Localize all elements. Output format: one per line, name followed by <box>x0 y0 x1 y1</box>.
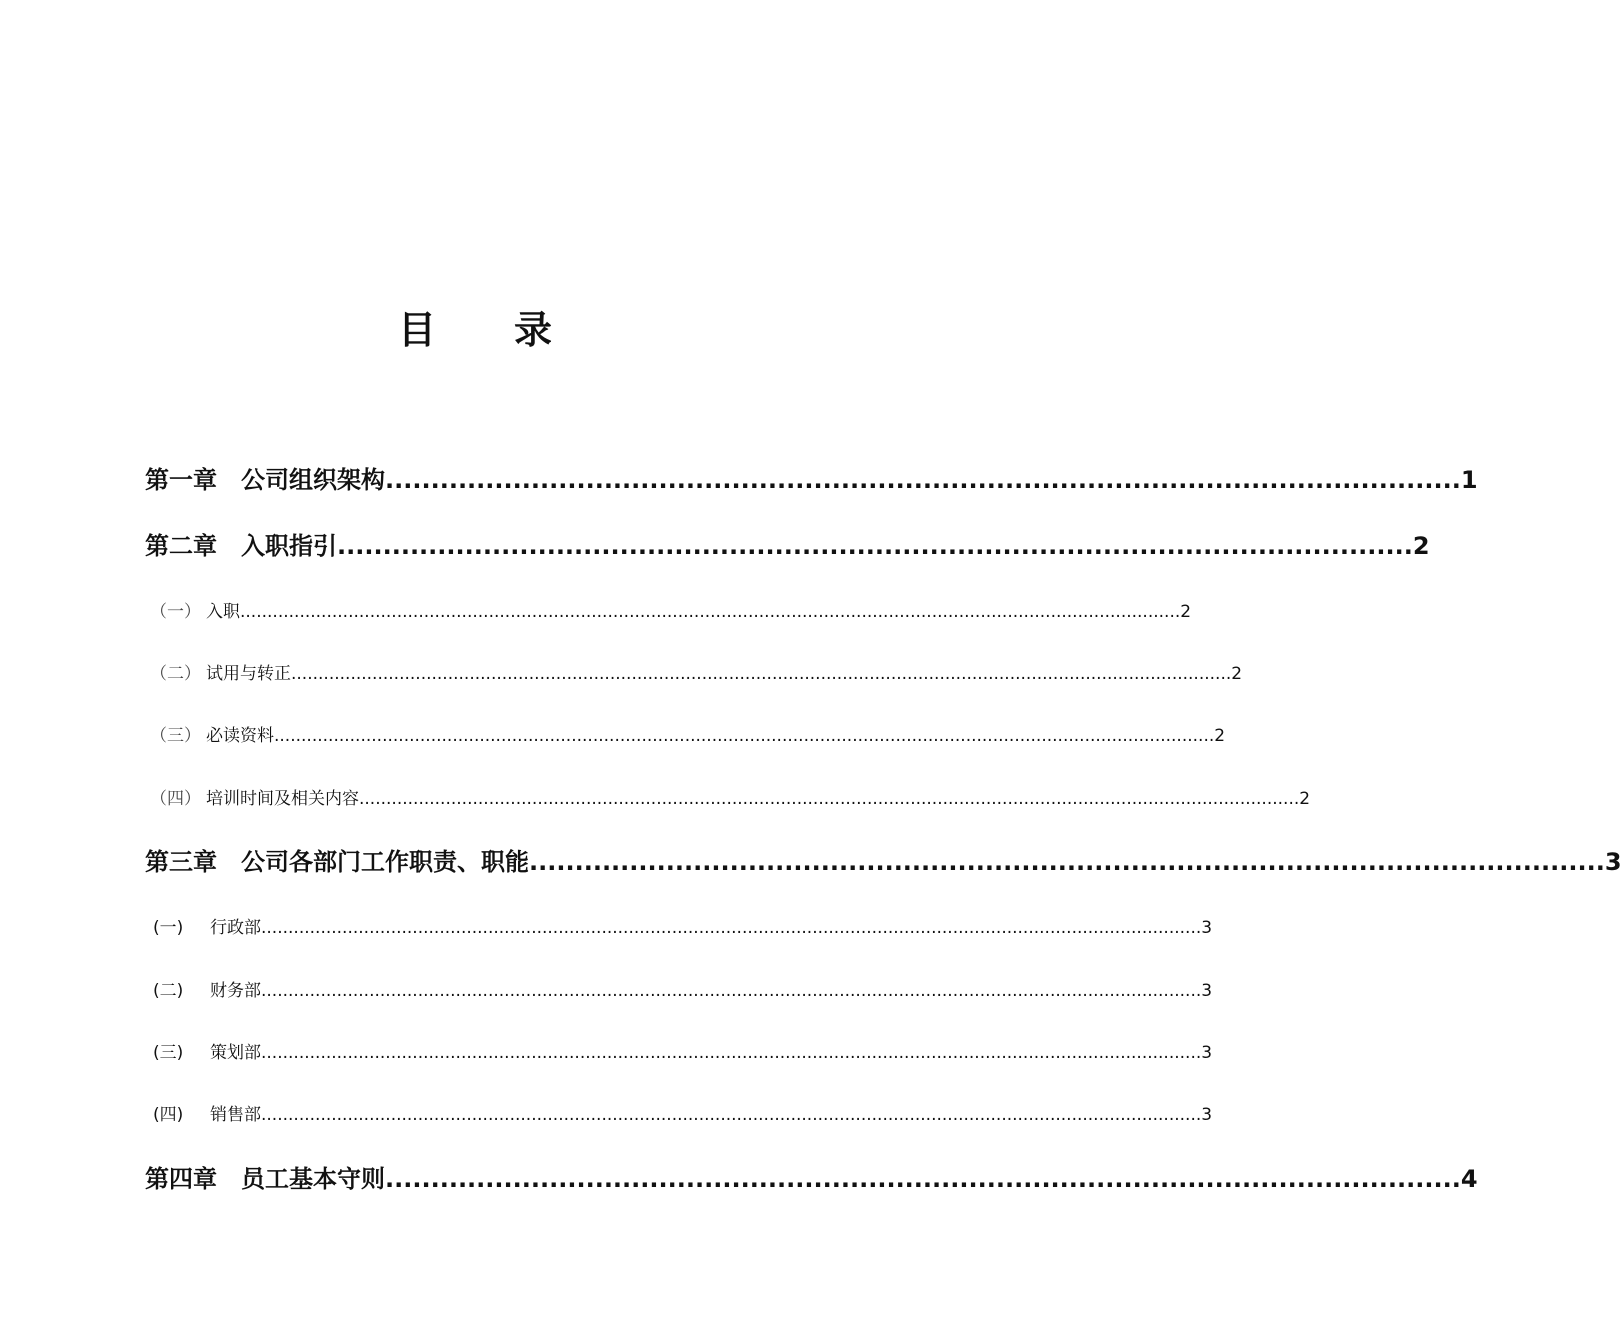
chapter-title: 公司各部门工作职责、职能 <box>241 848 529 876</box>
dot-leader: .............................................................................................................................................................................. <box>291 664 1232 684</box>
chapter-number: 第四章 <box>145 1165 217 1193</box>
chapter-number: 第三章 <box>145 848 217 876</box>
dot-leader: ...................................................................................................................... <box>529 848 1605 876</box>
toc-entry-section[interactable] <box>153 977 1213 1005</box>
page-title <box>0 300 950 360</box>
section-number: (二) <box>153 981 184 1001</box>
page-number: 3 <box>1201 1043 1213 1063</box>
dot-leader: .............................................................................................................................................................................. <box>274 726 1215 746</box>
page-number: 3 <box>1604 848 1622 876</box>
dot-leader: .............................................................................................................................................................................. <box>261 1043 1202 1063</box>
title-char-mu: 目 <box>397 308 436 352</box>
section-number: (三) <box>153 1043 184 1063</box>
toc-entry-section[interactable] <box>150 598 1192 626</box>
section-number: （二） <box>150 664 201 684</box>
dot-leader: .............................................................................................................................................................................. <box>261 918 1202 938</box>
section-title: 策划部 <box>210 1043 261 1063</box>
page-number: 3 <box>1201 1105 1213 1125</box>
chapter-number: 第二章 <box>145 532 217 560</box>
section-title: 销售部 <box>210 1105 261 1125</box>
toc-entry-chapter-4[interactable] <box>145 1159 1478 1199</box>
section-number: （一） <box>150 602 201 622</box>
page-number: 3 <box>1201 918 1213 938</box>
toc-entry-section[interactable] <box>153 1101 1213 1129</box>
section-title: 财务部 <box>210 981 261 1001</box>
toc-entry-chapter-1[interactable] <box>145 460 1478 500</box>
section-title: 入职 <box>206 602 240 622</box>
chapter-number: 第一章 <box>145 466 217 494</box>
dot-leader: .............................................................................................................................................................................. <box>261 981 1202 1001</box>
toc-entry-section[interactable] <box>150 722 1226 750</box>
dot-leader: ...................................................................................................................... <box>385 1165 1461 1193</box>
chapter-title: 公司组织架构 <box>241 466 385 494</box>
dot-leader: .............................................................................................................................................................................. <box>240 602 1181 622</box>
toc-entry-section[interactable] <box>150 660 1243 688</box>
section-number: （四） <box>150 789 201 809</box>
page-number: 3 <box>1201 981 1213 1001</box>
section-number: （三） <box>150 726 201 746</box>
toc-entry-section[interactable] <box>153 1039 1213 1067</box>
dot-leader: .............................................................................................................................................................................. <box>261 1105 1202 1125</box>
chapter-title: 员工基本守则 <box>241 1165 385 1193</box>
section-number: (四) <box>153 1105 184 1125</box>
toc-entry-chapter-3[interactable] <box>145 842 1622 882</box>
section-title: 行政部 <box>210 918 261 938</box>
dot-leader: ...................................................................................................................... <box>337 532 1413 560</box>
page-number: 4 <box>1460 1165 1478 1193</box>
toc-entry-chapter-2[interactable] <box>145 526 1430 566</box>
toc-entry-section[interactable] <box>153 914 1213 942</box>
page-number: 2 <box>1231 664 1243 684</box>
page-number: 2 <box>1214 726 1226 746</box>
dot-leader: ...................................................................................................................... <box>385 466 1461 494</box>
dot-leader: .............................................................................................................................................................................. <box>359 789 1300 809</box>
title-char-lu: 录 <box>514 308 553 352</box>
page-number: 1 <box>1460 466 1478 494</box>
toc-entry-section[interactable] <box>150 785 1311 813</box>
chapter-title: 入职指引 <box>241 532 337 560</box>
section-title: 培训时间及相关内容 <box>206 789 359 809</box>
page-number: 2 <box>1299 789 1311 809</box>
section-title: 必读资料 <box>206 726 274 746</box>
page-number: 2 <box>1180 602 1192 622</box>
section-number: (一) <box>153 918 184 938</box>
section-title: 试用与转正 <box>206 664 291 684</box>
page-number: 2 <box>1412 532 1430 560</box>
